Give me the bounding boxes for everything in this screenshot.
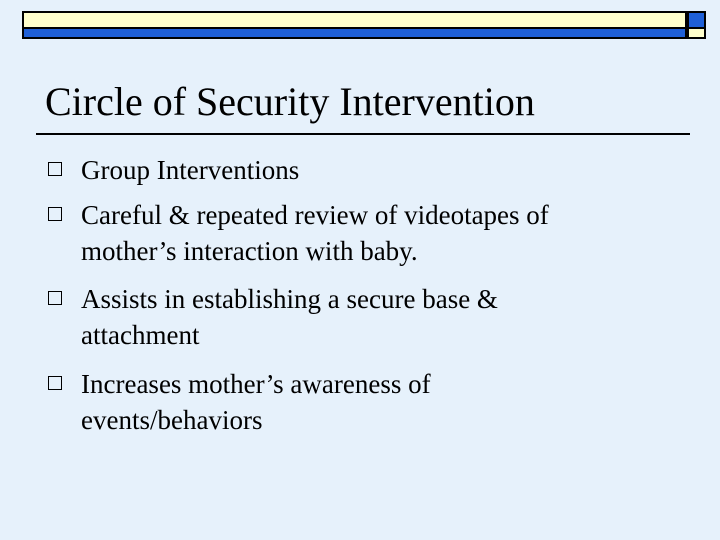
bullet-text: Careful & repeated review of videotapes of mother’s interaction with baby.: [81, 200, 549, 266]
square-bullet-icon: [48, 291, 62, 305]
slide-title: Circle of Security Intervention: [45, 79, 535, 124]
corner-square-yellow: [687, 29, 706, 39]
header-band-yellow: [22, 11, 687, 29]
title-underline: [36, 133, 690, 135]
bullet-text: Assists in establishing a secure base & attachment: [81, 284, 498, 350]
bullet-text: Group Interventions: [81, 155, 300, 185]
bullet-text: Increases mother’s awareness of events/behaviors: [81, 369, 431, 435]
square-bullet-icon: [48, 162, 62, 176]
corner-square-blue: [687, 11, 706, 29]
square-bullet-icon: [48, 376, 62, 390]
square-bullet-icon: [48, 207, 62, 221]
header-band-blue: [22, 29, 687, 39]
